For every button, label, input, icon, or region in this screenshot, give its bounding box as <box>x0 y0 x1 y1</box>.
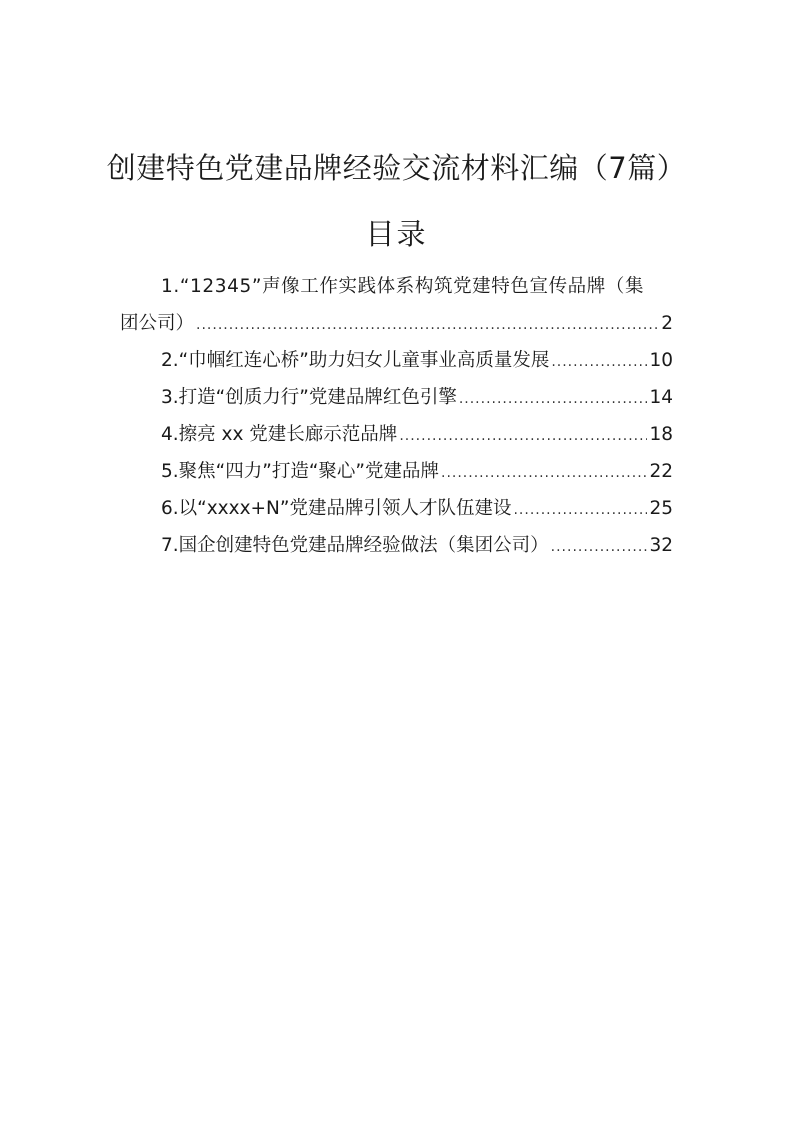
toc-entry-3-page: 14 <box>649 387 673 408</box>
toc-leader-dots <box>441 455 647 492</box>
toc-leader-dots <box>551 344 647 381</box>
toc-entry-7[interactable] <box>120 527 673 564</box>
toc-leader-dots <box>459 381 648 418</box>
toc-entry-1-text-cont: 团公司） <box>120 313 195 334</box>
toc-leader-dots <box>196 307 659 344</box>
toc-entry-2[interactable] <box>120 342 673 379</box>
toc-entry-4[interactable] <box>120 416 673 453</box>
toc-entry-1-text: 1.“12345”声像工作实践体系构筑党建特色宣传品牌（集 <box>161 276 645 297</box>
toc-entry-1-line-1[interactable] <box>120 268 673 305</box>
toc-leader-dots <box>399 418 647 455</box>
toc-entry-5[interactable] <box>120 453 673 490</box>
toc-entry-7-page: 32 <box>649 535 673 556</box>
toc-entry-5-text: 5.聚焦“四力”打造“聚心”党建品牌 <box>161 461 439 482</box>
toc-entry-2-text: 2.“巾帼红连心桥”助力妇女儿童事业高质量发展 <box>161 350 550 371</box>
toc-entry-4-page: 18 <box>649 424 673 445</box>
toc-entry-1-page: 2 <box>661 313 673 334</box>
toc-entry-7-text: 7.国企创建特色党建品牌经验做法（集团公司） <box>161 535 549 556</box>
toc-entry-1-line-2[interactable] <box>120 305 673 342</box>
toc-entry-4-text: 4.擦亮 xx 党建长廊示范品牌 <box>161 424 398 445</box>
toc-leader-dots <box>551 529 648 566</box>
table-of-contents <box>120 268 673 564</box>
toc-entry-5-page: 22 <box>649 461 673 482</box>
toc-entry-6[interactable] <box>120 490 673 527</box>
document-title: 创建特色党建品牌经验交流材料汇编（7篇） <box>106 151 687 185</box>
toc-entry-6-text: 6.以“xxxx+N”党建品牌引领人才队伍建设 <box>161 498 512 519</box>
toc-entry-3-text: 3.打造“创质力行”党建品牌红色引擎 <box>161 387 457 408</box>
toc-heading: 目录 <box>365 217 428 251</box>
toc-entry-2-page: 10 <box>649 350 673 371</box>
toc-leader-dots <box>513 492 647 529</box>
toc-entry-3[interactable] <box>120 379 673 416</box>
toc-entry-6-page: 25 <box>649 498 673 519</box>
